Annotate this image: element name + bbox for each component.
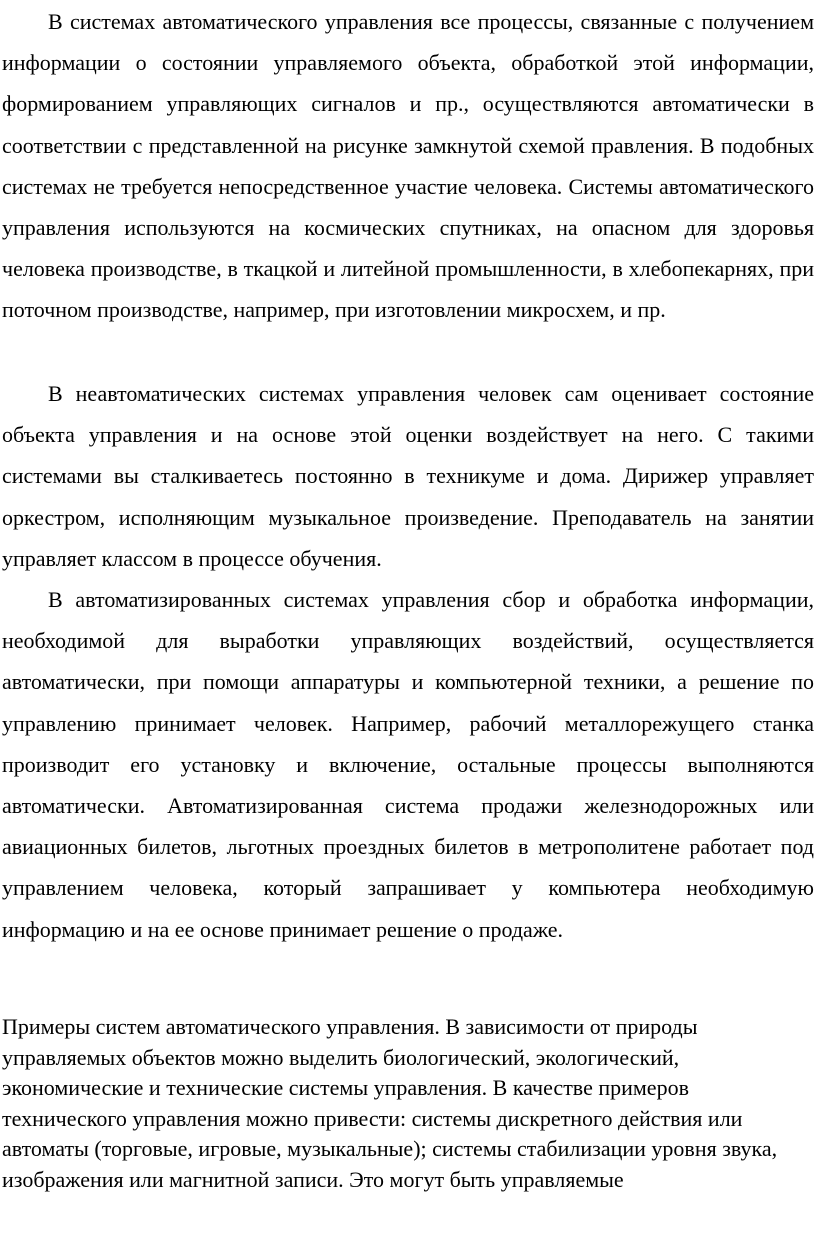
paragraph-automatic-systems: В системах автоматического управления все процессы, связанные с получением информации о состоянии управляемого объекта, обработкой этой информации, формированием управляющих сигналов и пр., осуществляются автоматически в соответствии с представленной на рисунке замкнутой схемой правления. В подобных системах не требуется непосредственное участие человека. Системы автоматического управления используются на космических спутниках, на опасном для здоровья человека производстве, в ткацкой и литейной промышленности, в хлебопекарнях, при поточном производстве, например, при изготовлении микросхем, и пр. <box>2 9 814 323</box>
paragraph-automated-systems: В автоматизированных системах управления сбор и обработка информации, необходимой для выработки управляющих воздействий, осуществляется автоматически, при помощи аппаратуры и компьютерной техники, а решение по управлению принимает человек. Например, рабочий металлорежущего станка производит его установку и включение, остальные процессы выполняются автоматически. Автоматизированная система продажи железнодорожных или авиационных билетов, льготных проездных билетов в метрополитене работает под управлением человека, который запрашивает у компьютера необходимую информацию и на ее основе принимает решение о продаже. <box>2 587 814 942</box>
paragraph-examples: Примеры систем автоматического управления. В зависимости от природы управляемых объектов можно выделить биологический, экологический, экономические и технические системы управления. В качестве примеров технического управления можно привести: системы дискретного действия или автоматы (торговые, игровые, музыкальные); системы стабилизации уровня звука, изображения или магнитной записи. Это могут быть управляемые <box>2 1014 778 1192</box>
paragraph-non-automatic-systems: В неавтоматических системах управления человек сам оценивает состояние объекта управления и на основе этой оценки воздействует на него. С такими системами вы сталкиваетесь постоянно в техникуме и дома. Дирижер управляет оркестром, исполняющим музыкальное произведение. Преподаватель на занятии управляет классом в процессе обучения. <box>2 381 814 571</box>
